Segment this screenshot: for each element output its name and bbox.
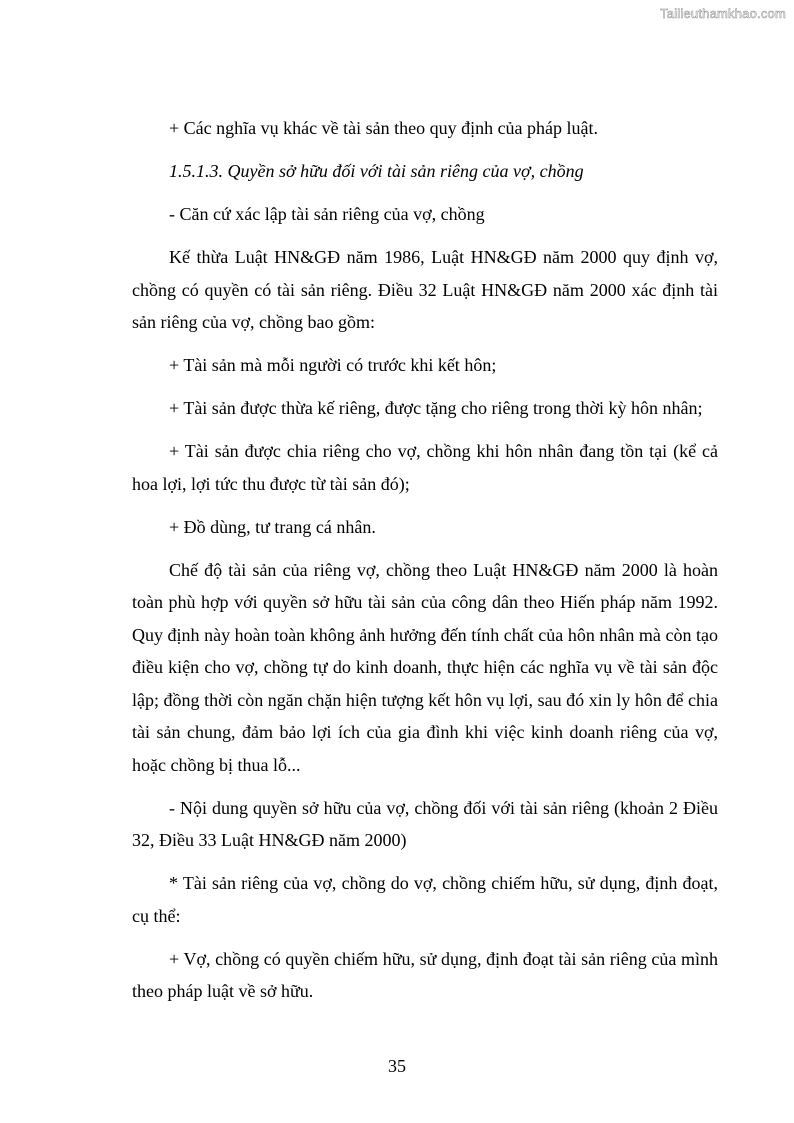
subheading-ownership-content: - Nội dung quyền sở hữu của vợ, chồng đối với tài sản riêng (khoản 2 Điều 32, Điều 33 Luật HN&GĐ năm 2000) (132, 797, 718, 850)
list-item-rights: + Vợ, chồng có quyền chiếm hữu, sử dụng, định đoạt tài sản riêng của mình theo pháp luật về sở hữu. (132, 948, 718, 1001)
section-heading-1-5-1-3: 1.5.1.3. Quyền sở hữu đối với tài sản riêng của vợ, chồng (169, 161, 584, 181)
subheading-basis: - Căn cứ xác lập tài sản riêng của vợ, chồng (169, 204, 485, 224)
paragraph-other-obligations: + Các nghĩa vụ khác về tài sản theo quy định của pháp luật. (169, 118, 599, 138)
list-item-inherited-assets: + Tài sản được thừa kế riêng, được tặng cho riêng trong thời kỳ hôn nhân; (169, 398, 703, 418)
list-item-divided-assets: + Tài sản được chia riêng cho vợ, chồng khi hôn nhân đang tồn tại (kể cả hoa lợi, lợi tức thu được từ tài sản đó); (132, 441, 718, 494)
watermark: Tailieuthamkhao.com (660, 6, 786, 21)
paragraph-regime: Chế độ tài sản của riêng vợ, chồng theo Luật HN&GĐ năm 2000 là hoàn toàn phù hợp với quyền sở hữu tài sản của công dân theo Hiến pháp năm 1992. Quy định này hoàn toàn không ảnh hưởng đến tính chất của hôn nhân mà còn tạo điều kiện cho vợ, chồng tự do kinh doanh, thực hiện các nghĩa vụ về tài sản độc lập; đồng thời còn ngăn chặn hiện tượng kết hôn vụ lợi, sau đó xin ly hôn để chia tài sản chung, đảm bảo lợi ích của gia đình khi việc kinh doanh riêng của vợ, hoặc chồng bị thua lỗ... (132, 559, 718, 775)
list-item-premarital-assets: + Tài sản mà mỗi người có trước khi kết hôn; (169, 355, 497, 375)
paragraph-possession: * Tài sản riêng của vợ, chồng do vợ, chồng chiếm hữu, sử dụng, định đoạt, cụ thể: (132, 873, 718, 926)
list-item-personal-items: + Đồ dùng, tư trang cá nhân. (169, 516, 376, 537)
document-body (132, 112, 718, 1018)
paragraph-inheritance: Kế thừa Luật HN&GĐ năm 1986, Luật HN&GĐ năm 2000 quy định vợ, chồng có quyền có tài sản riêng. Điều 32 Luật HN&GĐ năm 2000 xác định tài sản riêng của vợ, chồng bao gồm: (132, 247, 718, 332)
page-number: 35 (388, 1056, 406, 1076)
